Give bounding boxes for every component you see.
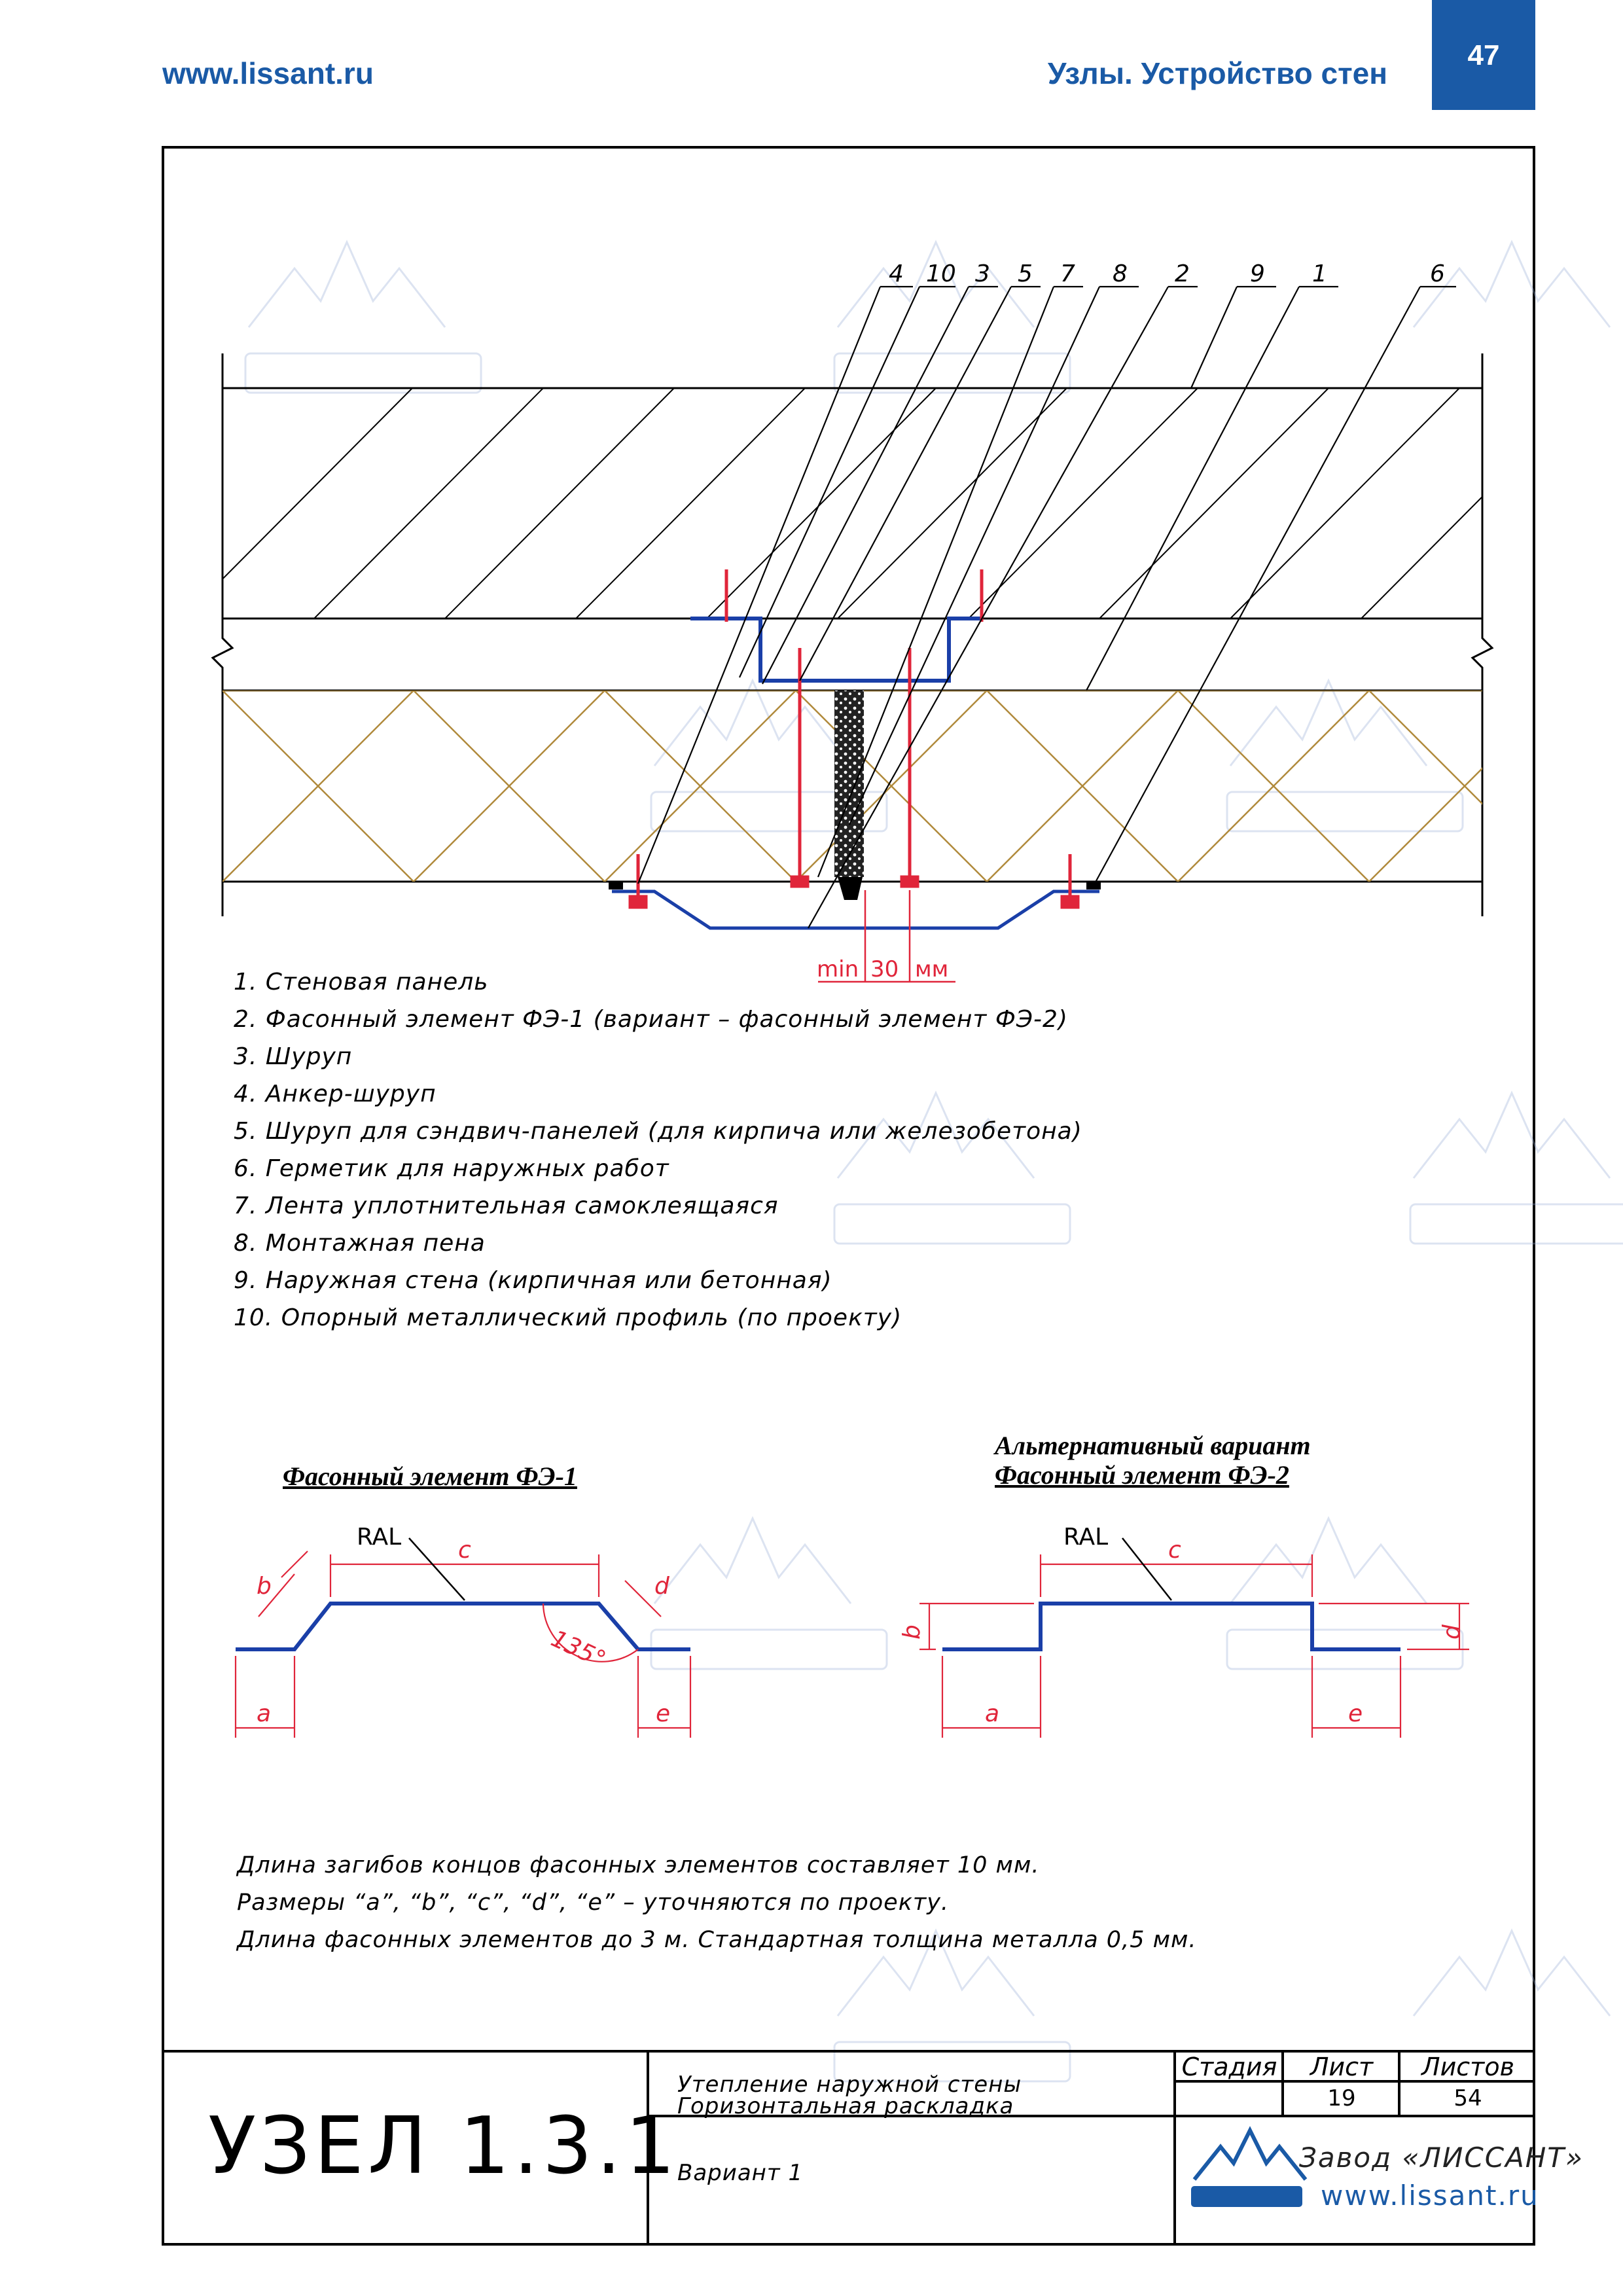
callout-label: 1 <box>1312 260 1327 287</box>
profile1-dim-d: d <box>654 1573 669 1600</box>
legend-item: 10. Опорный металлический профиль (по проекту) <box>234 1304 902 1331</box>
callout-label: 7 <box>1060 260 1075 287</box>
factory-name: Завод «ЛИССАНТ» <box>1299 2142 1584 2174</box>
legend-item: 5. Шуруп для сэндвич-панелей (для кирпича или железобетона) <box>234 1118 1082 1145</box>
callout-label: 8 <box>1113 260 1128 287</box>
legend-item: 7. Лента уплотнительная самоклеящаяся <box>234 1193 779 1219</box>
stage-header: Стадия <box>1181 2053 1277 2081</box>
page-number-badge: 47 <box>1432 0 1535 110</box>
legend-list <box>234 963 1082 1336</box>
variant-label: Вариант 1 <box>677 2160 804 2186</box>
callout-numbers <box>889 260 1445 287</box>
legend-item: 6. Герметик для наружных работ <box>234 1155 669 1182</box>
legend-item: 2. Фасонный элемент ФЭ-1 (вариант – фасонный элемент ФЭ-2) <box>234 1006 1068 1033</box>
profile1-ral-label: RAL <box>357 1524 402 1551</box>
notes-block <box>237 1847 1197 1959</box>
profile2-caption-top: Альтернативный вариант <box>995 1431 1311 1460</box>
profile2-dim-a: a <box>985 1700 1000 1727</box>
node-number: УЗЕЛ 1.3.1 <box>208 2101 679 2192</box>
sheet-header: Лист <box>1310 2053 1374 2081</box>
description-line-2: Горизонтальная раскладка <box>677 2093 1014 2119</box>
profile1-dim-c: c <box>458 1537 471 1564</box>
dimension-unit: мм <box>915 956 949 982</box>
profile-fe1-drawing <box>236 1538 690 1738</box>
legend-item: 3. Шуруп <box>234 1043 353 1070</box>
profile1-caption: Фасонный элемент ФЭ-1 <box>283 1462 577 1491</box>
profile1-dim-b: b <box>257 1573 272 1600</box>
legend-item: 9. Наружная стена (кирпичная или бетонная) <box>234 1267 832 1294</box>
note-line: Размеры “a”, “b”, “c”, “d”, “e” – уточняются по проекту. <box>237 1890 950 1916</box>
mounting-foam <box>834 691 864 900</box>
profile2-dim-b: b <box>899 1624 925 1640</box>
callout-label: 5 <box>1018 260 1033 287</box>
callout-label: 3 <box>975 260 990 287</box>
description-line-1: Утепление наружной стены <box>677 2072 1022 2098</box>
note-line: Длина загибов концов фасонных элементов составляет 10 мм. <box>237 1852 1040 1878</box>
profile2-dim-c: c <box>1168 1537 1181 1564</box>
factory-url: www.lissant.ru <box>1321 2179 1539 2212</box>
legend-item: 4. Анкер-шуруп <box>234 1081 437 1107</box>
legend-item: 8. Монтажная пена <box>234 1230 486 1257</box>
sheets-header: Листов <box>1421 2053 1514 2081</box>
callout-label: 6 <box>1430 260 1445 287</box>
profile1-dim-e: e <box>656 1700 671 1727</box>
sandwich-panel-insulation <box>223 691 1560 882</box>
profile1-dim-a: a <box>257 1700 272 1727</box>
support-metal-profile <box>690 619 982 681</box>
profile2-dim-d: d <box>1438 1624 1465 1640</box>
sheets-value: 54 <box>1454 2085 1482 2111</box>
legend-item: 1. Стеновая панель <box>234 969 489 996</box>
profile1-angle: 135° <box>546 1625 610 1674</box>
header-site-url: www.lissant.ru <box>162 56 374 90</box>
profile2-caption: Фасонный элемент ФЭ-2 <box>995 1460 1289 1490</box>
sheet-value: 19 <box>1327 2085 1356 2111</box>
dimension-value: 30 <box>870 956 899 982</box>
callout-label: 9 <box>1250 260 1265 287</box>
factory-logo <box>1191 2130 1306 2207</box>
profile2-dim-e: e <box>1348 1700 1363 1727</box>
profile-fe2-drawing <box>919 1538 1469 1738</box>
profile2-ral-label: RAL <box>1063 1524 1109 1551</box>
callout-label: 2 <box>1175 260 1190 287</box>
note-line: Длина фасонных элементов до 3 м. Стандартная толщина металла 0,5 мм. <box>237 1927 1197 1953</box>
dimension-min-label: min <box>817 956 859 982</box>
callout-label: 10 <box>926 260 956 287</box>
callout-label: 4 <box>889 260 904 287</box>
header-section-title: Узлы. Устройство стен <box>1047 56 1387 90</box>
